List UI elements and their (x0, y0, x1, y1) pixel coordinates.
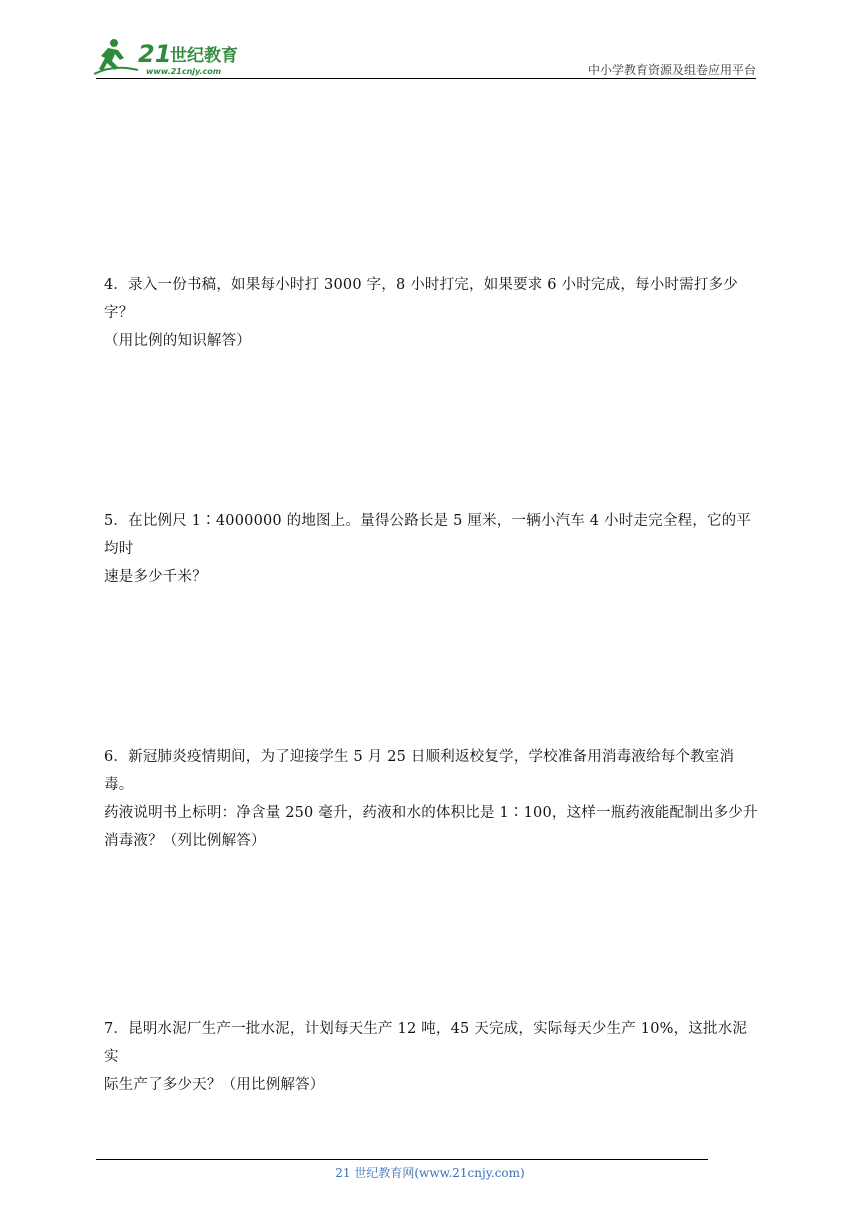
question-text-line: 际生产了多少天？（用比例解答） (104, 1077, 325, 1093)
question-number: 5． (104, 513, 129, 529)
question-number: 7． (104, 1021, 129, 1037)
platform-name: 中小学教育资源及组卷应用平台 (587, 63, 756, 77)
logo-text: 世纪教育 (170, 46, 238, 66)
site-logo (94, 34, 264, 78)
question-text-line: 在比例尺 1∶4000000 的地图上。量得公路长是 5 厘米，一辆小汽车 4 小时走完全程，它的平均时 (104, 513, 752, 557)
svg-text:21: 21 (138, 40, 172, 68)
runner-logo-icon (94, 34, 264, 78)
question-text-line: （用比例的知识解答） (104, 333, 251, 349)
question-number: 4． (104, 277, 129, 293)
header-divider (96, 78, 756, 79)
question-text-line: 药液说明书上标明：净含量 250 毫升，药液和水的体积比是 1∶100，这样一瓶药液能配制出多少升 (104, 805, 758, 821)
question-number: 6． (104, 749, 129, 765)
question-text-line: 新冠肺炎疫情期间，为了迎接学生 5 月 25 日顺利返校复学，学校准备用消毒液给每个教室消毒。 (104, 749, 735, 793)
footer-divider (96, 1159, 708, 1160)
question-5 (104, 507, 760, 591)
question-text-line: 录入一份书稿，如果每小时打 3000 字，8 小时打完，如果要求 6 小时完成，每小时需打多少字？ (104, 277, 738, 321)
logo-url: www.21cnjy.com (146, 67, 222, 76)
question-text-line: 昆明水泥厂生产一批水泥，计划每天生产 12 吨，45 天完成，实际每天少生产 10%，这批水泥实 (104, 1021, 748, 1065)
question-7 (104, 1015, 760, 1099)
question-6 (104, 743, 760, 855)
footer-link[interactable]: 21 世纪教育网(www.21cnjy.com) (335, 1166, 525, 1180)
question-text-line: 速是多少千米？ (104, 569, 207, 585)
question-text-line: 消毒液？（列比例解答） (104, 833, 266, 849)
question-4 (104, 271, 760, 355)
